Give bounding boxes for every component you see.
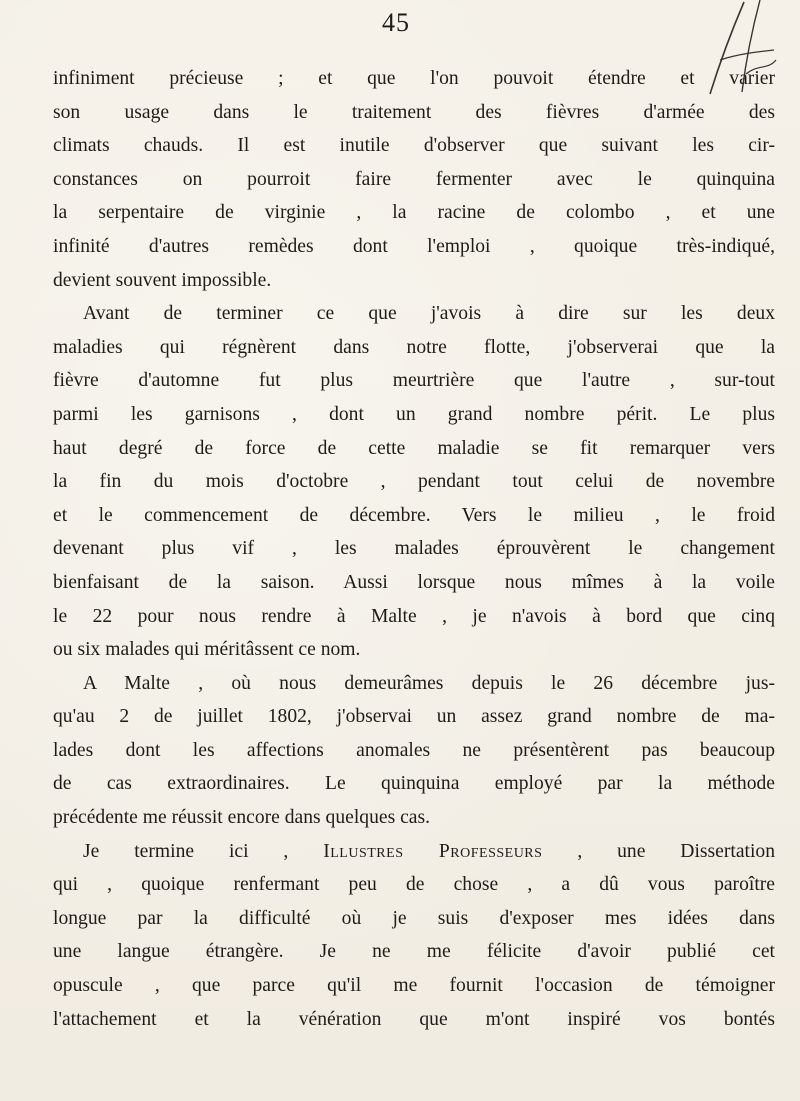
- text-line: infinité d'autres remèdes dont l'emploi , quoique très-indiqué,: [53, 235, 775, 257]
- paragraph-3: [53, 667, 775, 835]
- paragraph-4: [53, 835, 775, 1037]
- text-line: bienfaisant de la saison. Aussi lorsque nous mîmes à la voile: [53, 571, 775, 593]
- text-line: Avant de terminer ce que j'avois à dire sur les deux: [83, 303, 775, 325]
- text-line: devenant plus vif , les malades éprouvèrent le changement: [53, 538, 775, 560]
- text-line: une langue étrangère. Je ne me félicite d'avoir publié cet: [53, 941, 775, 963]
- text-line: constances on pourroit faire fermenter avec le quinquina: [53, 168, 775, 190]
- text-line: haut degré de force de cette maladie se fit remarquer vers: [53, 437, 775, 459]
- text-line: ou six malades qui méritâssent ce nom.: [53, 639, 361, 661]
- text-line: qui , quoique renfermant peu de chose , a dû vous paroître: [53, 874, 775, 896]
- text-fragment: Je termine ici ,: [83, 840, 324, 862]
- paragraph-1: [53, 62, 775, 297]
- text-line: la serpentaire de virginie , la racine de colombo , et une: [53, 202, 775, 224]
- text-line: fièvre d'automne fut plus meurtrière que l'autre , sur-tout: [53, 370, 775, 392]
- text-line: la fin du mois d'octobre , pendant tout celui de novembre: [53, 471, 775, 493]
- text-line: son usage dans le traitement des fièvres d'armée des: [53, 101, 775, 123]
- text-fragment: , une Dissertation: [542, 840, 775, 862]
- paragraph-2: [53, 297, 775, 667]
- text-line-with-address: [53, 835, 775, 869]
- text-line: et le commencement de décembre. Vers le milieu , le froid: [53, 504, 775, 526]
- text-line: qu'au 2 de juillet 1802, j'observai un assez grand nombre de ma-: [53, 706, 775, 728]
- text-line: climats chauds. Il est inutile d'observer que suivant les cir-: [53, 135, 775, 157]
- text-line: lades dont les affections anomales ne présentèrent pas beaucoup: [53, 739, 775, 761]
- text-line: A Malte , où nous demeurâmes depuis le 26 décembre jus-: [83, 672, 775, 694]
- text-line: précédente me réussit encore dans quelques cas.: [53, 807, 431, 829]
- page-number: 45: [382, 8, 410, 37]
- text-line: infiniment précieuse ; et que l'on pouvoit étendre et varier: [53, 68, 775, 89]
- text-line: de cas extraordinaires. Le quinquina employé par la méthode: [53, 773, 775, 795]
- text-line: parmi les garnisons , dont un grand nombre périt. Le plus: [53, 403, 775, 425]
- body-text: [53, 62, 775, 1036]
- text-line: maladies qui régnèrent dans notre flotte, j'observerai que la: [53, 336, 775, 358]
- text-line: devient souvent impossible.: [53, 269, 272, 291]
- text-line: longue par la difficulté où je suis d'exposer mes idées dans: [53, 907, 775, 929]
- text-line: opuscule , que parce qu'il me fournit l'occasion de témoigner: [53, 975, 775, 997]
- text-line: l'attachement et la vénération que m'ont inspiré vos bontés: [53, 1008, 775, 1030]
- address-smallcaps: Illustres Professeurs: [323, 840, 543, 862]
- text-line: le 22 pour nous rendre à Malte , je n'avois à bord que cinq: [53, 605, 775, 627]
